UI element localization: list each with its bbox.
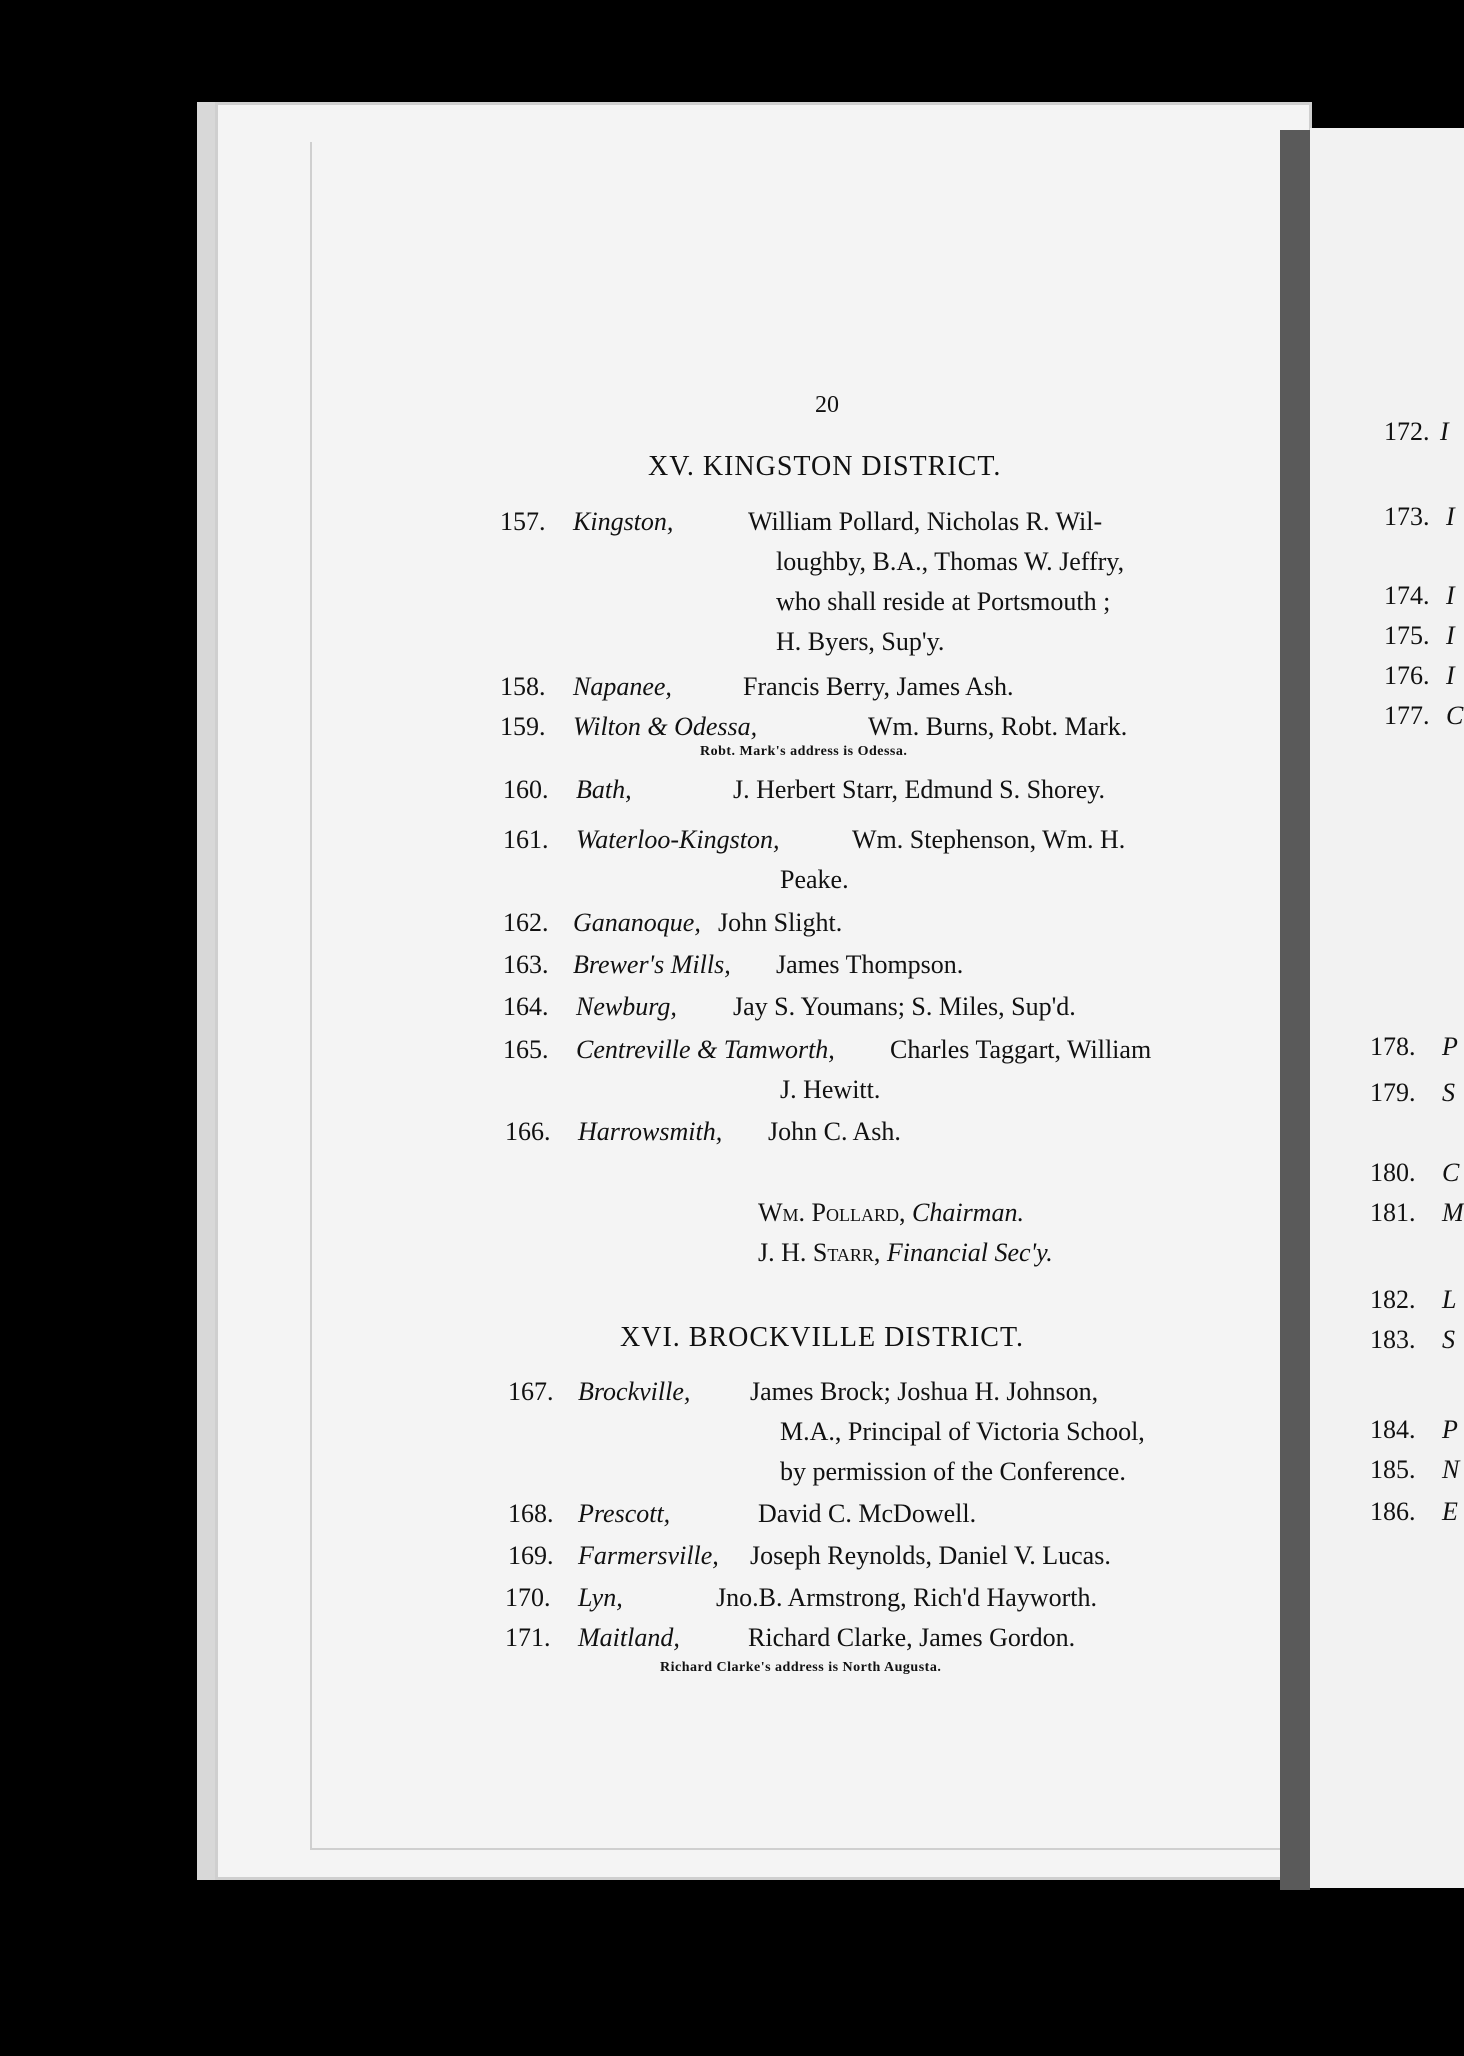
entry-number: 160.: [503, 775, 549, 804]
entry-place: Harrowsmith,: [578, 1117, 723, 1146]
entry-names: Richard Clarke, James Gordon.: [748, 1623, 1076, 1652]
entry-number: 170.: [505, 1583, 551, 1612]
entry-names: Wm. Stephenson, Wm. H.: [852, 825, 1126, 854]
entry-place: Newburg,: [576, 992, 677, 1021]
entry-names: loughby, B.A., Thomas W. Jeffry,: [776, 547, 1125, 576]
entry-place: Napanee,: [573, 672, 672, 701]
entry-names: Francis Berry, James Ash.: [743, 672, 1014, 701]
entry-names: H. Byers, Sup'y.: [776, 627, 945, 656]
entry-names: who shall reside at Portsmouth ;: [776, 587, 1111, 616]
entry-number: 162.: [503, 908, 549, 937]
entry-names: Peake.: [780, 865, 849, 894]
chairman-title: Chairman.: [912, 1198, 1024, 1227]
entry-place: Brewer's Mills,: [573, 950, 731, 979]
right-entry-number: 175.: [1384, 621, 1430, 650]
right-entry-number: 172.: [1384, 417, 1430, 446]
entry-names: Wm. Burns, Robt. Mark.: [868, 712, 1128, 741]
entry-place: Centreville & Tamworth,: [576, 1035, 835, 1064]
right-entry-letter: N: [1442, 1455, 1460, 1484]
entry-number: 171.: [505, 1623, 551, 1652]
entry-place: Farmersville,: [578, 1541, 719, 1570]
right-entry-letter: P: [1442, 1415, 1458, 1444]
page-number: 20: [815, 392, 839, 418]
entry-names: Charles Taggart, William: [890, 1035, 1152, 1064]
entry-place: Gananoque,: [573, 908, 701, 937]
entry-number: 169.: [508, 1541, 554, 1570]
right-entry-number: 184.: [1370, 1415, 1416, 1444]
right-entry-letter: C: [1446, 701, 1464, 730]
entry-place: Prescott,: [578, 1499, 671, 1528]
entry-number: 167.: [508, 1377, 554, 1406]
entry-names: Joseph Reynolds, Daniel V. Lucas.: [750, 1541, 1111, 1570]
right-page: [1310, 128, 1464, 1888]
entry-number: 163.: [503, 950, 549, 979]
entry-number: 158.: [500, 672, 546, 701]
entry-note: Richard Clarke's address is North Augusta.: [660, 1660, 942, 1675]
entry-number: 157.: [500, 507, 546, 536]
right-entry-number: 179.: [1370, 1078, 1416, 1107]
entry-place: Maitland,: [578, 1623, 680, 1652]
right-entry-number: 186.: [1370, 1497, 1416, 1526]
entry-place: Kingston,: [573, 507, 674, 536]
entry-names: Jno.B. Armstrong, Rich'd Hayworth.: [716, 1583, 1097, 1612]
right-entry-letter: E: [1442, 1497, 1458, 1526]
right-entry-letter: I: [1446, 502, 1455, 531]
entry-number: 161.: [503, 825, 549, 854]
entry-names: John Slight.: [718, 908, 843, 937]
entry-names: John C. Ash.: [768, 1117, 901, 1146]
right-entry-letter: I: [1446, 661, 1455, 690]
right-entry-number: 176.: [1384, 661, 1430, 690]
entry-place: Brockville,: [578, 1377, 691, 1406]
entry-number: 168.: [508, 1499, 554, 1528]
entry-names: James Thompson.: [776, 950, 964, 979]
book-gutter: [1280, 130, 1310, 1890]
entry-names: J. Herbert Starr, Edmund S. Shorey.: [733, 775, 1106, 804]
chairman-signature: [758, 1193, 1024, 1233]
entry-names: David C. McDowell.: [758, 1499, 977, 1528]
right-entry-letter: S: [1442, 1078, 1455, 1107]
entry-place: Bath,: [576, 775, 632, 804]
entry-names: James Brock; Joshua H. Johnson,: [750, 1377, 1099, 1406]
entry-number: 159.: [500, 712, 546, 741]
secretary-title: Financial Sec'y.: [886, 1238, 1053, 1267]
right-entry-number: 185.: [1370, 1455, 1416, 1484]
right-entry-number: 183.: [1370, 1325, 1416, 1354]
right-entry-letter: I: [1446, 581, 1455, 610]
right-entry-letter: I: [1440, 417, 1449, 446]
right-entry-number: 173.: [1384, 502, 1430, 531]
right-entry-number: 180.: [1370, 1158, 1416, 1187]
right-entry-number: 181.: [1370, 1198, 1416, 1227]
entry-names: William Pollard, Nicholas R. Wil-: [748, 507, 1103, 536]
entry-names: by permission of the Conference.: [780, 1457, 1126, 1486]
right-entry-letter: L: [1442, 1285, 1457, 1314]
entry-number: 165.: [503, 1035, 549, 1064]
right-entry-number: 182.: [1370, 1285, 1416, 1314]
entry-names: Jay S. Youmans; S. Miles, Sup'd.: [733, 992, 1076, 1021]
entry-number: 164.: [503, 992, 549, 1021]
right-entry-number: 178.: [1370, 1032, 1416, 1061]
right-entry-number: 177.: [1384, 701, 1430, 730]
entry-place: Wilton & Odessa,: [573, 712, 758, 741]
right-entry-letter: P: [1442, 1032, 1458, 1061]
right-entry-letter: M: [1442, 1198, 1464, 1227]
brockville-district-heading: XVI. BROCKVILLE DISTRICT.: [620, 1322, 1025, 1353]
chairman-name: Wm. Pollard,: [758, 1198, 906, 1227]
entry-place: Waterloo-Kingston,: [576, 825, 780, 854]
right-entry-letter: I: [1446, 621, 1455, 650]
entry-names: M.A., Principal of Victoria School,: [780, 1417, 1145, 1446]
entry-note: Robt. Mark's address is Odessa.: [700, 744, 908, 759]
entry-place: Lyn,: [578, 1583, 623, 1612]
right-entry-number: 174.: [1384, 581, 1430, 610]
entry-number: 166.: [505, 1117, 551, 1146]
secretary-name: J. H. Starr,: [758, 1238, 881, 1267]
secretary-signature: [758, 1233, 1053, 1273]
right-entry-letter: S: [1442, 1325, 1455, 1354]
right-entry-letter: C: [1442, 1158, 1460, 1187]
kingston-district-heading: XV. KINGSTON DISTRICT.: [648, 451, 1002, 482]
entry-names: J. Hewitt.: [780, 1075, 881, 1104]
